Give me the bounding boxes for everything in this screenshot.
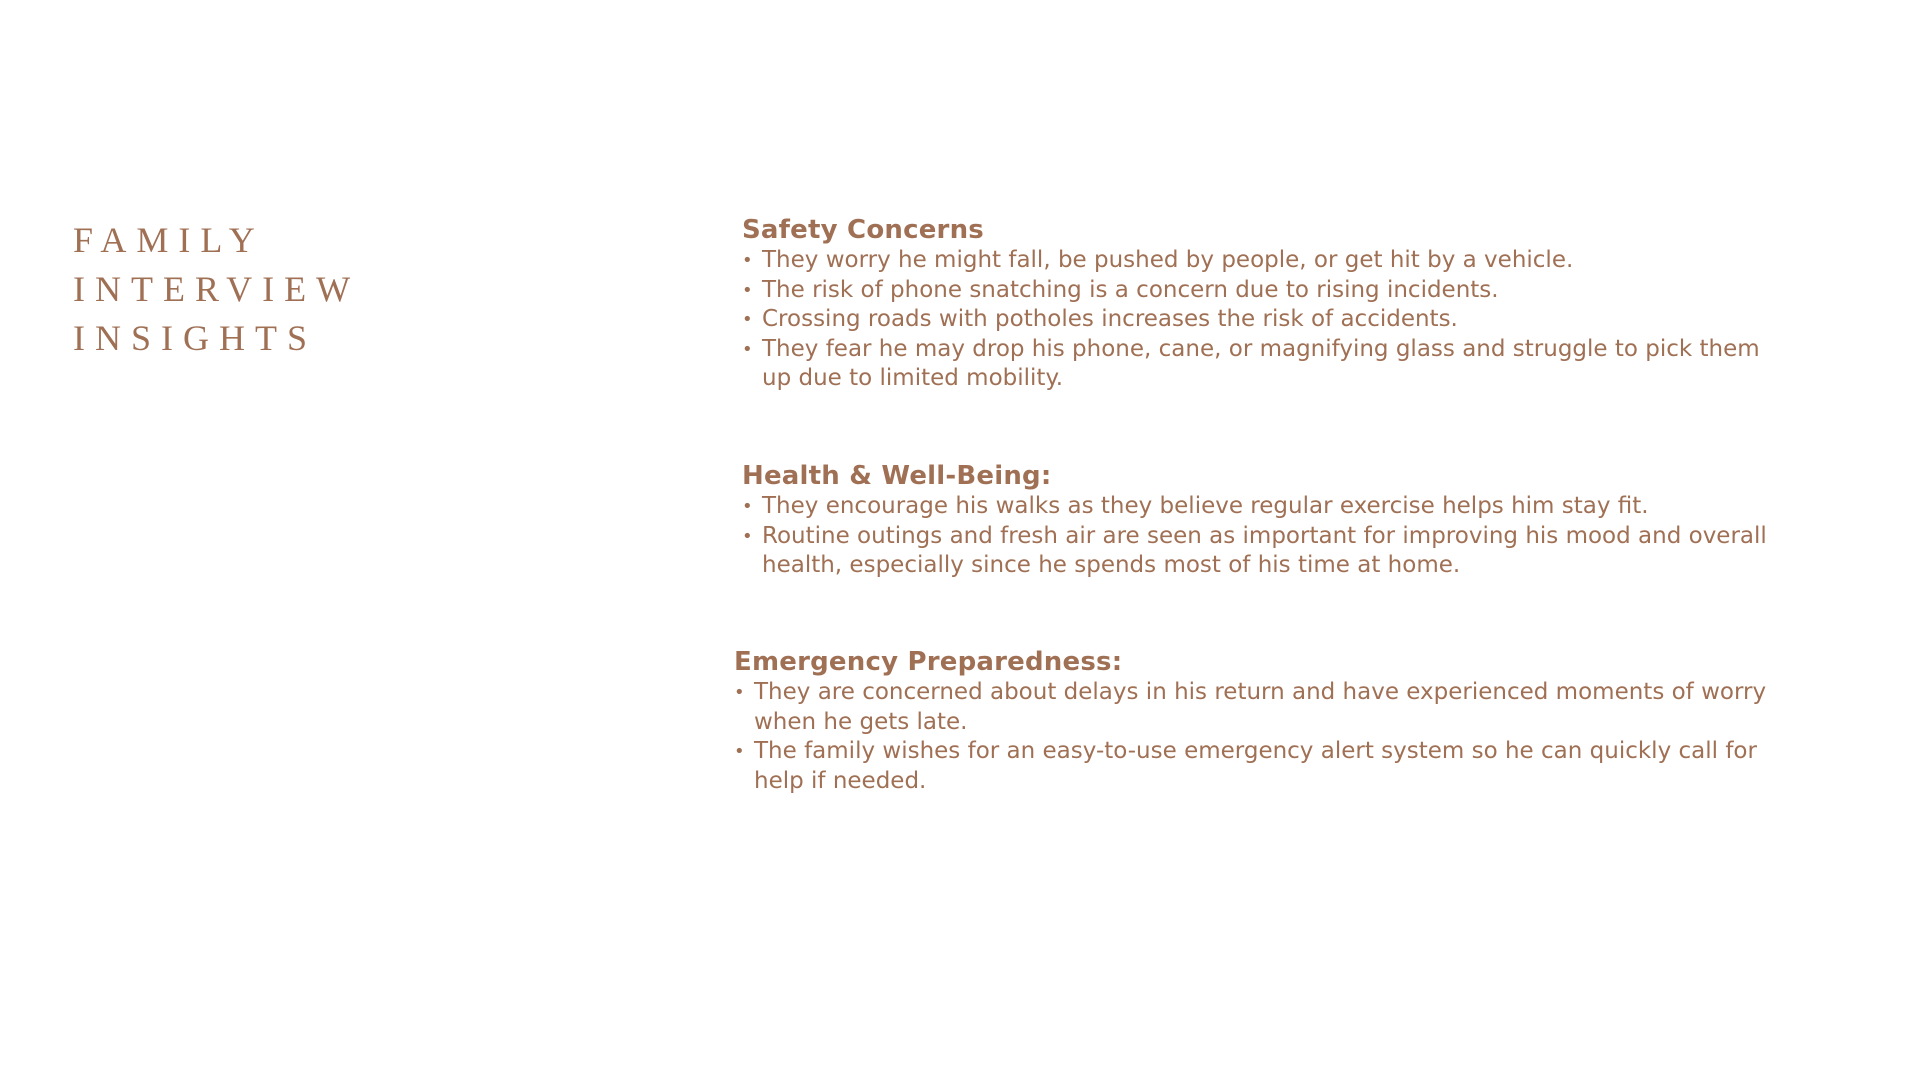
list-item: • They worry he might fall, be pushed by people, or get hit by a vehicle. bbox=[742, 246, 1782, 276]
list-item: • Crossing roads with potholes increases the risk of accidents. bbox=[742, 305, 1782, 335]
section-heading: Health & Well-Being: bbox=[742, 461, 1052, 491]
page-title-line: FAMILY bbox=[73, 220, 265, 260]
bullet-list bbox=[742, 492, 1782, 581]
page-title-line: INTERVIEW bbox=[73, 269, 361, 309]
section-heading: Emergency Preparedness: bbox=[734, 647, 1123, 677]
section-emergency-preparedness bbox=[734, 646, 1774, 796]
list-item: • Routine outings and fresh air are seen as important for improving his mood and overall health, especially since he spends most of his time at home. bbox=[742, 522, 1782, 581]
bullet-list bbox=[742, 246, 1782, 394]
section-safety-concerns bbox=[742, 214, 1782, 394]
list-item: • The risk of phone snatching is a concern due to rising incidents. bbox=[742, 276, 1782, 306]
page-title bbox=[73, 216, 360, 363]
section-heading: Safety Concerns bbox=[742, 215, 984, 245]
list-item: • They fear he may drop his phone, cane, or magnifying glass and struggle to pick them up due to limited mobility. bbox=[742, 335, 1782, 394]
bullet-list bbox=[734, 678, 1774, 796]
list-item: • They are concerned about delays in his return and have experienced moments of worry when he gets late. bbox=[734, 678, 1774, 737]
list-item: • They encourage his walks as they believe regular exercise helps him stay fit. bbox=[742, 492, 1782, 522]
list-item: • The family wishes for an easy-to-use emergency alert system so he can quickly call for help if needed. bbox=[734, 737, 1774, 796]
page-title-line: INSIGHTS bbox=[73, 318, 318, 358]
section-health-well-being bbox=[742, 460, 1782, 581]
